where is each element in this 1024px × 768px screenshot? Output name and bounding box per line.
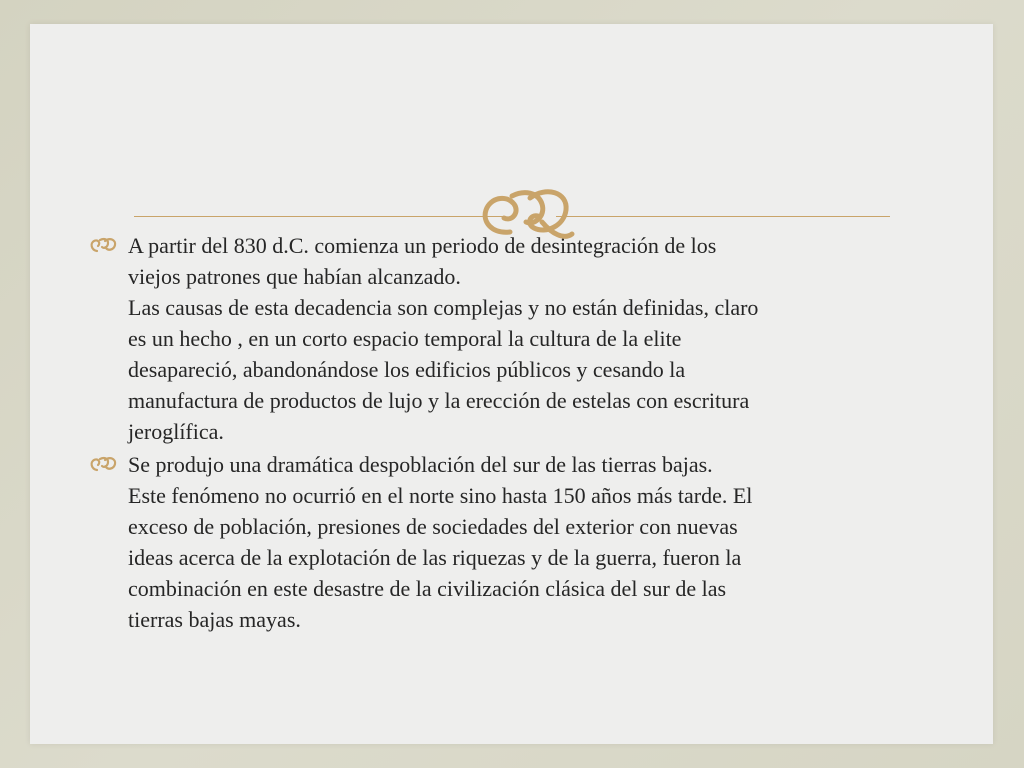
bullet-2-line-2: Este fenómeno no ocurrió en el norte sino hasta 150 años más tarde. El [128,483,753,508]
bullet-1-line-2: viejos patrones que habían alcanzado. [128,264,461,289]
decorative-swirl-bullet-icon [88,235,118,255]
bullet-2-line-5: combinación en este desastre de la civilización clásica del sur de las [128,576,727,601]
bullet-1-line-5: desapareció, abandonándose los edificios públicos y cesando la [128,357,686,382]
bullet-1-line-3: Las causas de esta decadencia son complejas y no están definidas, claro [128,295,759,320]
bullet-item-2 [88,449,938,635]
bullet-1-line-6: manufactura de productos de lujo y la erección de estelas con escritura [128,388,750,413]
title-divider-left [134,216,506,217]
bullet-list [88,230,938,635]
bullet-1-line-4: es un hecho , en un corto espacio temporal la cultura de la elite [128,326,682,351]
decorative-swirl-bullet-icon [88,454,118,474]
bullet-1-line-1: A partir del 830 d.C. comienza un periodo de desintegración de los [128,233,717,258]
title-divider-right [556,216,890,217]
bullet-2-line-3: exceso de población, presiones de sociedades del exterior con nuevas [128,514,738,539]
bullet-2-line-6: tierras bajas mayas. [128,607,301,632]
bullet-item-1 [88,230,938,447]
bullet-2-line-1: Se produjo una dramática despoblación del sur de las tierras bajas. [128,452,713,477]
slide-canvas [30,24,993,744]
bullet-2-line-4: ideas acerca de la explotación de las riquezas y de la guerra, fueron la [128,545,742,570]
bullet-1-line-7: jeroglífica. [128,419,224,444]
